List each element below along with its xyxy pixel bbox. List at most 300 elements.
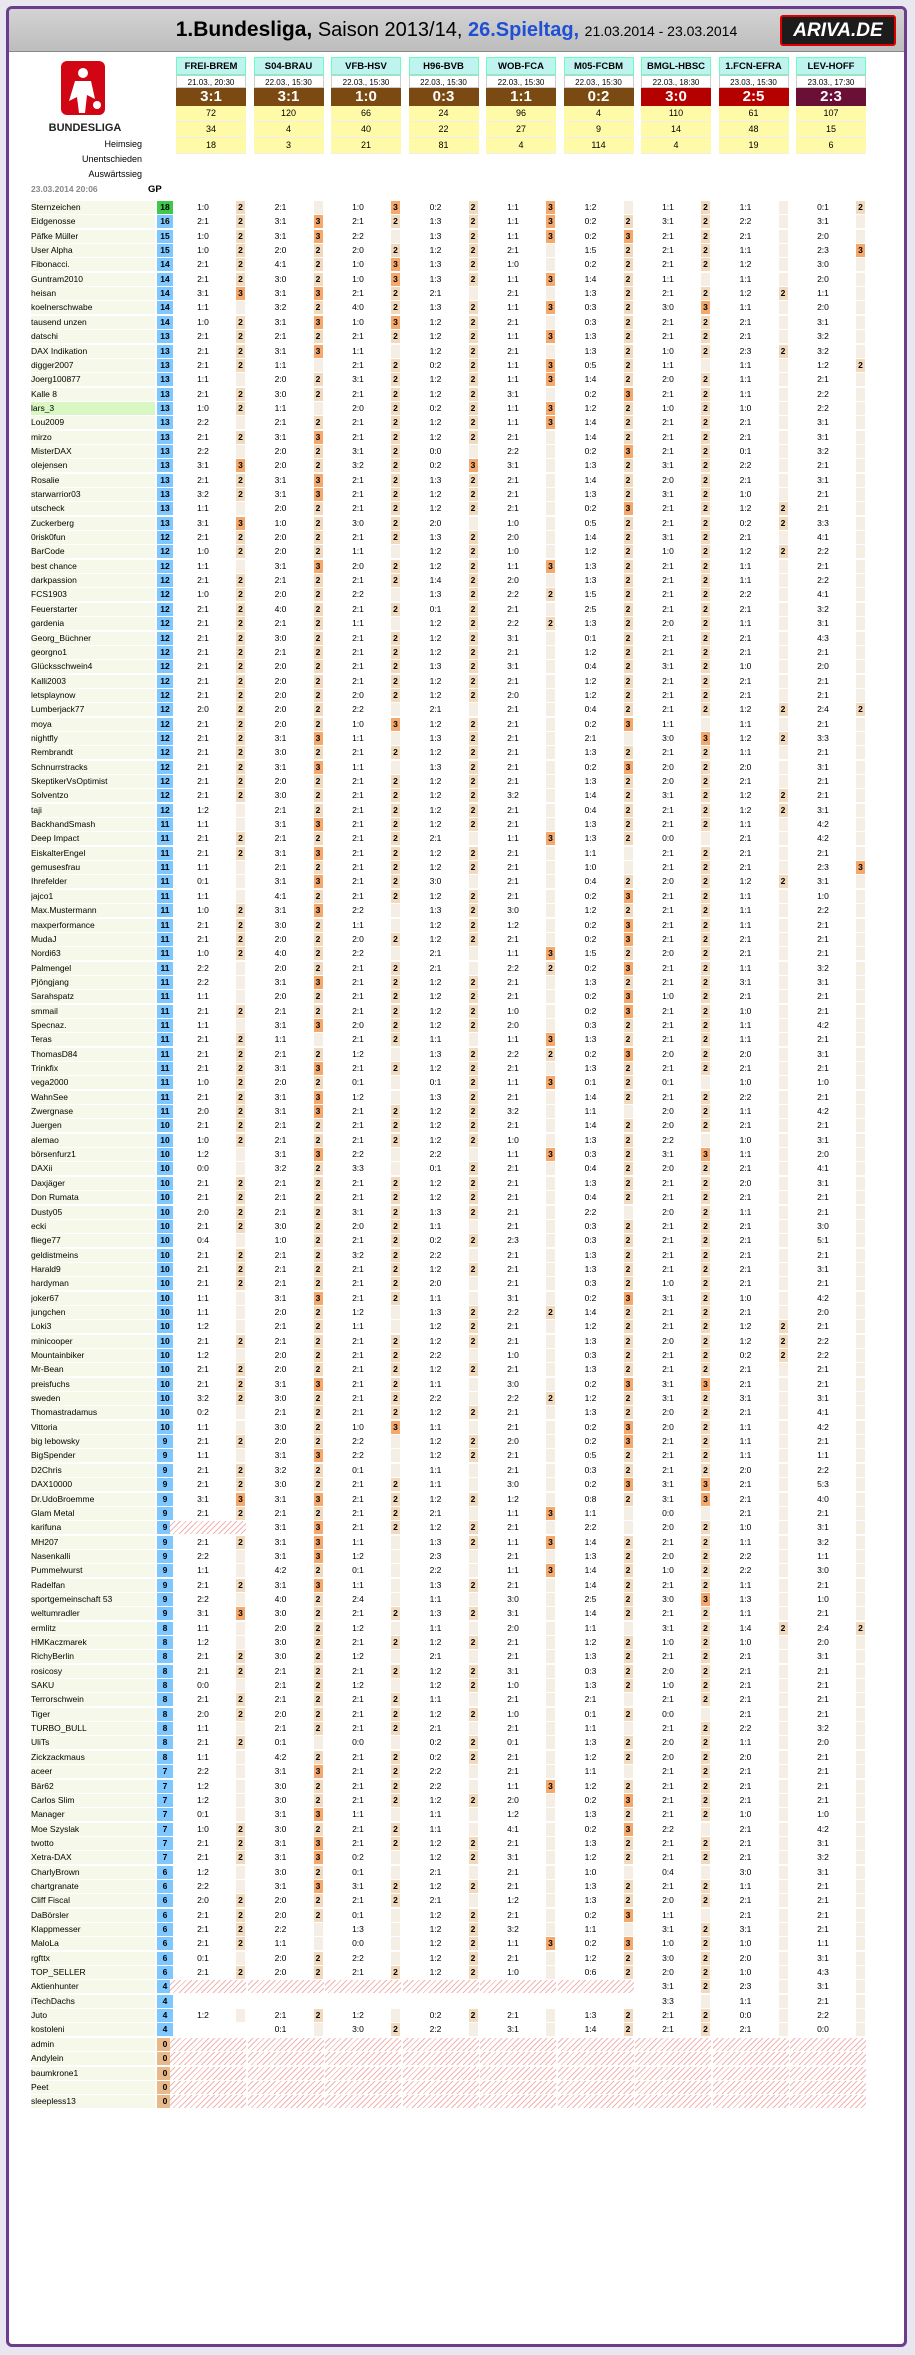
tip-cell: 3:1: [274, 1292, 287, 1303]
player-name[interactable]: MudaJ: [31, 933, 155, 946]
table-row: [25, 1076, 897, 1090]
tip-points: 2: [701, 1019, 710, 1032]
player-name[interactable]: fliege77: [31, 1234, 155, 1247]
tip-points: 3: [391, 273, 400, 286]
player-name[interactable]: Glücksschwein4: [31, 660, 155, 673]
tip-points: 2: [469, 2009, 478, 2022]
player-name[interactable]: D2Chris: [31, 1464, 155, 1477]
tip-cell: 0:2: [584, 259, 597, 270]
tip-points: 2: [624, 402, 633, 415]
tip-cell: 4:2: [817, 819, 829, 830]
tip-points: 2: [236, 1119, 245, 1132]
player-name[interactable]: nightfly: [31, 732, 155, 745]
player-name[interactable]: alemao: [31, 1134, 155, 1147]
player-name[interactable]: börsenfurz1: [31, 1148, 155, 1161]
player-name[interactable]: Solventzo: [31, 789, 155, 802]
tip-points: 2: [469, 1736, 478, 1749]
player-name[interactable]: rgfttx: [31, 1952, 155, 1965]
player-name[interactable]: big lebowsky: [31, 1435, 155, 1448]
tip-points: 2: [314, 1349, 323, 1362]
tip-cell: 1:3: [584, 1680, 597, 1691]
tip-points-empty: [236, 1808, 245, 1821]
player-name[interactable]: Pjöngjang: [31, 976, 155, 989]
player-name[interactable]: Zwergnase: [31, 1105, 155, 1118]
tip-points-empty: [546, 1162, 555, 1175]
match-name[interactable]: 1.FCN-EFRA: [719, 57, 789, 75]
tip-points: 2: [391, 474, 400, 487]
player-name[interactable]: SkeptikerVsOptimist: [31, 775, 155, 788]
tip-cell: 2:1: [739, 431, 752, 442]
player-name[interactable]: EiskalterEngel: [31, 847, 155, 860]
player-name[interactable]: lars_3: [31, 402, 155, 415]
player-name[interactable]: iTechDachs: [31, 1995, 155, 2008]
tip-points-empty: [856, 1478, 865, 1491]
match-name[interactable]: WOB-FCA: [486, 57, 556, 75]
tip-points-empty: [779, 1378, 788, 1391]
player-name[interactable]: Rosalie: [31, 474, 155, 487]
tip-points: 2: [624, 1636, 633, 1649]
tip-points-empty: [236, 502, 245, 515]
player-name[interactable]: BarCode: [31, 545, 155, 558]
tip-points: 2: [391, 1363, 400, 1376]
tip-cell: 1:1: [507, 1507, 519, 1518]
player-name[interactable]: Kalle 8: [31, 388, 155, 401]
player-name[interactable]: sweden: [31, 1392, 155, 1405]
tip-cell: 1:3: [584, 560, 597, 571]
tip-points-empty: [236, 1148, 245, 1161]
tip-cell: 3:0: [352, 517, 364, 528]
player-name[interactable]: moya: [31, 718, 155, 731]
player-name[interactable]: Pummelwurst: [31, 1564, 155, 1577]
tip-points-empty: [856, 732, 865, 745]
match-name[interactable]: BMGL-HBSC: [641, 57, 711, 75]
tip-cell: 0:5: [584, 517, 597, 528]
player-name[interactable]: Rembrandt: [31, 746, 155, 759]
player-name[interactable]: karifuna: [31, 1521, 155, 1534]
player-name[interactable]: Schnurrstracks: [31, 761, 155, 774]
tip-cell: 1:3: [429, 1579, 442, 1590]
table-row: [25, 1206, 897, 1220]
player-name[interactable]: olejensen: [31, 459, 155, 472]
tip-cell: 2:1: [662, 1880, 674, 1891]
player-name[interactable]: starwarrior03: [31, 488, 155, 501]
tip-cell: 2:4: [817, 704, 829, 715]
player-name[interactable]: Thomastradamus: [31, 1406, 155, 1419]
tip-cell: 2:1: [817, 790, 829, 801]
tip-cell: 1:2: [197, 1321, 209, 1332]
player-name[interactable]: minicooper: [31, 1335, 155, 1348]
tip-cell: 2:1: [507, 704, 519, 715]
player-name[interactable]: Dr.UdoBroemme: [31, 1493, 155, 1506]
player-name[interactable]: Sternzeichen: [31, 201, 155, 214]
tip-cell: 0:0: [817, 2024, 829, 2035]
player-name[interactable]: Feuerstarter: [31, 603, 155, 616]
tip-points: 3: [546, 330, 555, 343]
tip-points: 2: [314, 531, 323, 544]
tip-cell: 1:2: [429, 1665, 442, 1676]
tip-cell: 2:2: [662, 1823, 674, 1834]
match-name[interactable]: FREI-BREM: [176, 57, 246, 75]
player-name[interactable]: Juergen: [31, 1119, 155, 1132]
tip-points-empty: [391, 588, 400, 601]
tip-cell: 3:1: [274, 216, 287, 227]
player-name[interactable]: 0risk0fun: [31, 531, 155, 544]
tip-cell: 2:1: [739, 1278, 752, 1289]
player-points: 11: [157, 947, 173, 960]
table-row: [25, 1249, 897, 1263]
player-name[interactable]: admin: [31, 2038, 155, 2051]
player-name[interactable]: Joerg100877: [31, 373, 155, 386]
ariva-logo[interactable]: ARIVA.DE: [780, 15, 896, 46]
tip-points: 2: [624, 1493, 633, 1506]
player-name[interactable]: Fibonacci.: [31, 258, 155, 271]
tip-cell: 1:2: [429, 646, 442, 657]
player-name[interactable]: Radelfan: [31, 1579, 155, 1592]
tip-cell: 3:1: [662, 216, 674, 227]
tip-cell: 1:0: [197, 316, 209, 327]
tip-points: 2: [236, 1665, 245, 1678]
match-name[interactable]: S04-BRAU: [254, 57, 324, 75]
tip-cell: 3:2: [817, 1536, 829, 1547]
tip-points-empty: [391, 1320, 400, 1333]
player-name[interactable]: Vittoria: [31, 1421, 155, 1434]
tip-cell: 2:1: [739, 1895, 752, 1906]
match-name[interactable]: VFB-HSV: [331, 57, 401, 75]
tip-points-empty: [469, 1622, 478, 1635]
player-name[interactable]: aceer: [31, 1765, 155, 1778]
player-name[interactable]: gemusesfrau: [31, 861, 155, 874]
tip-cell: 1:4: [584, 1565, 597, 1576]
player-name[interactable]: Andylein: [31, 2052, 155, 2065]
player-name[interactable]: Carlos Slim: [31, 1794, 155, 1807]
tip-points-empty: [779, 890, 788, 903]
player-name[interactable]: Zickzackmaus: [31, 1751, 155, 1764]
player-name[interactable]: Sarahspatz: [31, 990, 155, 1003]
player-name[interactable]: Mr-Bean: [31, 1363, 155, 1376]
tip-cell: 1:2: [429, 1493, 442, 1504]
player-name[interactable]: Daxjäger: [31, 1177, 155, 1190]
tip-cell: 1:0: [584, 862, 597, 873]
player-name[interactable]: Specnaz.: [31, 1019, 155, 1032]
tip-cell: 1:2: [429, 1880, 442, 1891]
tip-cell: 1:2: [739, 1321, 752, 1332]
player-name[interactable]: Aktienhunter: [31, 1980, 155, 1993]
tip-cell: 1:0: [197, 589, 209, 600]
tip-cell: 2:2: [507, 589, 519, 600]
tip-points: 3: [546, 560, 555, 573]
player-points: 13: [157, 373, 173, 386]
tip-cell: 2:0: [662, 1895, 674, 1906]
tip-points: 2: [469, 474, 478, 487]
player-name[interactable]: Trinkfix: [31, 1062, 155, 1075]
player-name[interactable]: Dusty05: [31, 1206, 155, 1219]
tip-points-empty: [779, 560, 788, 573]
tip-cell: 1:1: [662, 273, 674, 284]
tip-cell: 1:1: [507, 1938, 519, 1949]
player-name[interactable]: Glam Metal: [31, 1507, 155, 1520]
tip-cell: 2:0: [274, 1708, 287, 1719]
tip-points-empty: [779, 1091, 788, 1104]
tip-cell: 2:1: [197, 431, 209, 442]
tip-cell: 2:1: [662, 1063, 674, 1073]
player-name[interactable]: heisan: [31, 287, 155, 300]
player-name[interactable]: WahnSee: [31, 1091, 155, 1104]
player-name[interactable]: smmail: [31, 1005, 155, 1018]
player-name[interactable]: tausend unzen: [31, 316, 155, 329]
table-row: [25, 1119, 897, 1133]
player-name[interactable]: Mountainbiker: [31, 1349, 155, 1362]
player-name[interactable]: Guntram2010: [31, 273, 155, 286]
player-name[interactable]: preisfuchs: [31, 1378, 155, 1391]
tip-points-empty: [391, 732, 400, 745]
tip-cell: 3:1: [274, 819, 287, 830]
player-name[interactable]: maxperformance: [31, 919, 155, 932]
match-name[interactable]: H96-BVB: [409, 57, 479, 75]
player-name[interactable]: Bär62: [31, 1780, 155, 1793]
player-name[interactable]: ecki: [31, 1220, 155, 1233]
player-name[interactable]: HMKaczmarek: [31, 1636, 155, 1649]
tip-cell: 1:1: [429, 1034, 442, 1045]
tip-points: 2: [469, 890, 478, 903]
tip-cell: 2:1: [507, 1766, 519, 1777]
tip-cell: 1:2: [429, 976, 442, 987]
player-name[interactable]: BackhandSmash: [31, 818, 155, 831]
tip-points: 2: [236, 632, 245, 645]
player-name[interactable]: taji: [31, 804, 155, 817]
tip-points: 2: [469, 588, 478, 601]
tip-cell: 2:1: [662, 1005, 674, 1016]
player-name[interactable]: Teras: [31, 1033, 155, 1046]
match-name[interactable]: LEV-HOFF: [796, 57, 866, 75]
tip-cell: 3:1: [739, 1393, 752, 1404]
player-name[interactable]: Klappmesser: [31, 1923, 155, 1936]
player-name[interactable]: Ihrefelder: [31, 875, 155, 888]
player-name[interactable]: Terrorschwein: [31, 1693, 155, 1706]
player-name[interactable]: vega2000: [31, 1076, 155, 1089]
player-name[interactable]: twotto: [31, 1837, 155, 1850]
table-row: [25, 301, 897, 315]
tip-cell: 1:3: [584, 1809, 597, 1820]
player-name[interactable]: Kalli2003: [31, 675, 155, 688]
tip-cell: 3:1: [507, 460, 519, 471]
player-name[interactable]: chartgranate: [31, 1880, 155, 1893]
player-name[interactable]: kostoleni: [31, 2023, 155, 2036]
tip-cell: 2:0: [197, 1895, 209, 1906]
player-points: 10: [157, 1119, 173, 1132]
tip-points: 2: [391, 244, 400, 257]
player-name[interactable]: Eidgenosse: [31, 215, 155, 228]
player-name[interactable]: koelnerschwabe: [31, 301, 155, 314]
tip-cell: 1:1: [739, 1737, 752, 1748]
tip-cell: 2:1: [739, 1220, 752, 1231]
tip-points: 3: [314, 316, 323, 329]
tip-points-empty: [391, 1162, 400, 1175]
player-name[interactable]: MH207: [31, 1536, 155, 1549]
player-name[interactable]: Manager: [31, 1808, 155, 1821]
player-points: 10: [157, 1363, 173, 1376]
player-name[interactable]: hardyman: [31, 1277, 155, 1290]
player-name[interactable]: darkpassion: [31, 574, 155, 587]
tip-cell: 1:2: [429, 1852, 442, 1863]
player-name[interactable]: SAKU: [31, 1679, 155, 1692]
tip-points: 2: [391, 359, 400, 372]
player-name[interactable]: Lumberjack77: [31, 703, 155, 716]
player-name[interactable]: baumkrone1: [31, 2067, 155, 2080]
tip-points-empty: [856, 1119, 865, 1132]
tip-cell: [558, 2038, 634, 2051]
player-name[interactable]: MisterDAX: [31, 445, 155, 458]
tip-points-empty: [856, 1765, 865, 1778]
tip-points-empty: [856, 1363, 865, 1376]
player-name[interactable]: RichyBerlin: [31, 1650, 155, 1663]
tip-points-empty: [236, 1550, 245, 1563]
player-name[interactable]: User Alpha: [31, 244, 155, 257]
tip-cell: 2:1: [274, 1120, 287, 1131]
tip-points-empty: [469, 1392, 478, 1405]
player-name[interactable]: Nordi63: [31, 947, 155, 960]
player-name[interactable]: TURBO_BULL: [31, 1722, 155, 1735]
tip-points-empty: [779, 416, 788, 429]
player-name[interactable]: joker67: [31, 1292, 155, 1305]
tip-points: 3: [236, 287, 245, 300]
player-name[interactable]: Harald9: [31, 1263, 155, 1276]
player-name[interactable]: georgno1: [31, 646, 155, 659]
player-name[interactable]: DaBörsler: [31, 1909, 155, 1922]
tip-points-empty: [236, 416, 245, 429]
player-name[interactable]: geldistmeins: [31, 1249, 155, 1262]
player-points: 8: [157, 1708, 173, 1721]
player-name[interactable]: ermlitz: [31, 1622, 155, 1635]
player-name[interactable]: gardenia: [31, 617, 155, 630]
player-name[interactable]: Max.Mustermann: [31, 904, 155, 917]
player-name[interactable]: jajco1: [31, 890, 155, 903]
tip-points: 2: [236, 1823, 245, 1836]
player-name[interactable]: TOP_SELLER: [31, 1966, 155, 1979]
player-name[interactable]: Peet: [31, 2081, 155, 2094]
player-name[interactable]: Moe Szyslak: [31, 1823, 155, 1836]
player-name[interactable]: Zuckerberg: [31, 517, 155, 530]
player-name[interactable]: weltumradler: [31, 1607, 155, 1620]
tip-cell: [170, 2023, 246, 2036]
tip-cell: 3:0: [274, 1794, 287, 1805]
tip-points: 2: [701, 416, 710, 429]
table-row: [25, 373, 897, 387]
player-name[interactable]: sportgemeinschaft 53: [31, 1593, 155, 1606]
player-name[interactable]: BigSpender: [31, 1449, 155, 1462]
tip-cell: 2:0: [662, 1751, 674, 1762]
tip-points: 2: [701, 1780, 710, 1793]
player-name[interactable]: jungchen: [31, 1306, 155, 1319]
tip-cell: 3:0: [662, 1593, 674, 1604]
tip-cell: [403, 1995, 479, 2008]
player-name[interactable]: DAX Indikation: [31, 345, 155, 358]
tip-points: 2: [236, 1478, 245, 1491]
tip-cell: 2:1: [817, 1278, 829, 1289]
player-name[interactable]: UliTs: [31, 1736, 155, 1749]
tip-cell: 0:4: [584, 704, 597, 715]
player-name[interactable]: utscheck: [31, 502, 155, 515]
player-name[interactable]: DAXii: [31, 1162, 155, 1175]
player-name[interactable]: Päfke Müller: [31, 230, 155, 243]
player-name[interactable]: Don Rumata: [31, 1191, 155, 1204]
table-row: [25, 761, 897, 775]
player-name[interactable]: mirzo: [31, 431, 155, 444]
tip-cell: 2:1: [817, 1063, 829, 1073]
player-name[interactable]: Deep Impact: [31, 832, 155, 845]
tip-cell: 1:0: [584, 1866, 597, 1877]
player-name[interactable]: Tiger: [31, 1708, 155, 1721]
player-name[interactable]: ThomasD84: [31, 1048, 155, 1061]
title-spieltag[interactable]: 26.Spieltag,: [467, 19, 580, 41]
tip-cell: 2:1: [352, 1665, 364, 1676]
tip-points-empty: [779, 1421, 788, 1434]
player-name[interactable]: sleepless13: [31, 2095, 155, 2108]
tip-cell: 1:2: [584, 1321, 597, 1332]
tip-cell: 2:1: [197, 1651, 209, 1662]
table-row: [25, 1564, 897, 1578]
player-name[interactable]: letsplaynow: [31, 689, 155, 702]
tip-cell: 1:0: [352, 718, 364, 729]
tip-points: 2: [236, 359, 245, 372]
tip-cell: 2:1: [662, 1794, 674, 1805]
player-name[interactable]: Cliff Fiscal: [31, 1894, 155, 1907]
match-name[interactable]: M05-FCBM: [564, 57, 634, 75]
player-name[interactable]: Juto: [31, 2009, 155, 2022]
tip-points: 2: [701, 402, 710, 415]
tip-points: 2: [624, 488, 633, 501]
player-name[interactable]: rosicosy: [31, 1665, 155, 1678]
tip-cell: 2:1: [817, 1378, 829, 1389]
tip-cell: 2:1: [429, 288, 442, 299]
tip-points: 2: [469, 1306, 478, 1319]
tip-cell: 3:1: [274, 1106, 287, 1117]
tip-points: 2: [701, 1277, 710, 1290]
tip-points: 2: [236, 1177, 245, 1190]
player-name[interactable]: Lou2009: [31, 416, 155, 429]
player-name[interactable]: Nasenkalli: [31, 1550, 155, 1563]
tip-points: 2: [391, 746, 400, 759]
player-name[interactable]: FCS1903: [31, 588, 155, 601]
player-name[interactable]: digger2007: [31, 359, 155, 372]
player-name[interactable]: datschi: [31, 330, 155, 343]
tip-points-empty: [236, 875, 245, 888]
tip-cell: 1:2: [429, 862, 442, 873]
player-name[interactable]: Loki3: [31, 1320, 155, 1333]
tip-cell: 2:1: [817, 1766, 829, 1777]
tip-cell: 0:1: [507, 1737, 519, 1748]
player-name[interactable]: Palmengel: [31, 962, 155, 975]
tip-points-empty: [469, 1765, 478, 1778]
tip-cell: 2:1: [197, 1192, 209, 1203]
tip-points-empty: [779, 1693, 788, 1706]
player-name[interactable]: DAX10000: [31, 1478, 155, 1491]
tip-points-empty: [856, 431, 865, 444]
tip-points: 2: [314, 617, 323, 630]
tip-cell: 3:1: [274, 1522, 287, 1533]
player-name[interactable]: Georg_Büchner: [31, 632, 155, 645]
player-name[interactable]: MaloLa: [31, 1937, 155, 1950]
player-name[interactable]: best chance: [31, 560, 155, 573]
tip-cell: 2:1: [662, 632, 674, 643]
tip-points: 3: [624, 761, 633, 774]
tip-points: 2: [314, 1335, 323, 1348]
tip-cell: 2:0: [739, 1048, 752, 1059]
player-name[interactable]: CharlyBrown: [31, 1866, 155, 1879]
player-name[interactable]: Xetra-DAX: [31, 1851, 155, 1864]
tip-cell: 3:1: [662, 1149, 674, 1160]
player-points: 13: [157, 474, 173, 487]
tip-cell: 1:1: [739, 1034, 752, 1045]
